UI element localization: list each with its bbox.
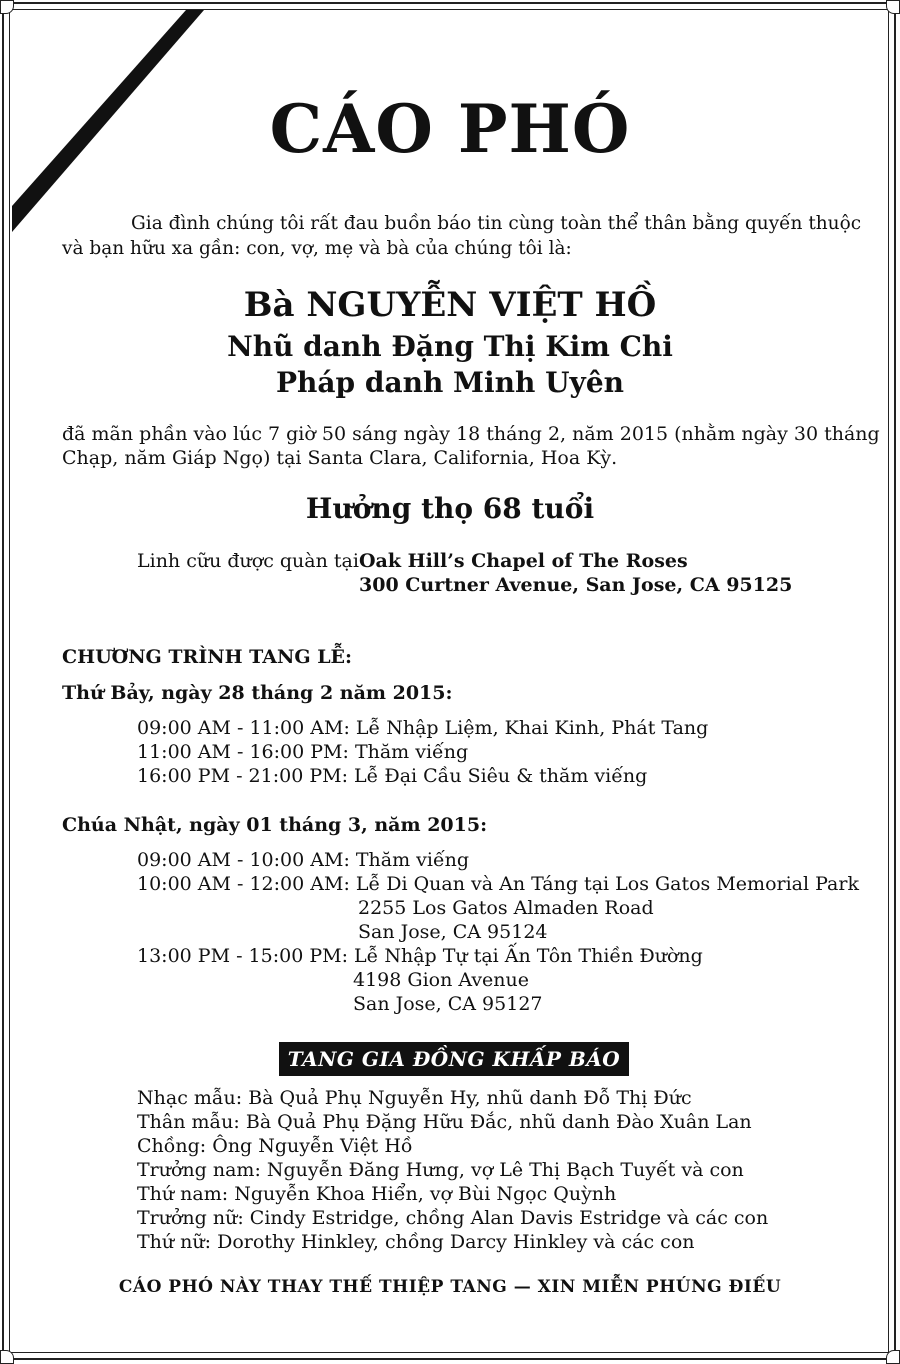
- saturday-item: 16:00 PM - 21:00 PM: Lễ Đại Cầu Siêu & thăm viếng: [137, 765, 648, 787]
- passing-line-2: Chạp, năm Giáp Ngọ) tại Santa Clara, California, Hoa Kỳ.: [62, 447, 618, 469]
- dharma-name: Pháp danh Minh Uyên: [275, 366, 625, 399]
- viewing-prefix: Linh cữu được quàn tại: [137, 550, 359, 572]
- sunday-item: 09:00 AM - 10:00 AM: Thăm viếng: [137, 849, 470, 871]
- family-member: Thân mẫu: Bà Quả Phụ Đặng Hữu Đắc, nhũ danh Đào Xuân Lan: [137, 1111, 752, 1133]
- family-member: Thứ nam: Nguyễn Khoa Hiển, vợ Bùi Ngọc Quỳnh: [137, 1183, 617, 1205]
- deceased-name: Bà NGUYỄN VIỆT HỒ: [243, 285, 657, 325]
- sunday-item-address: San Jose, CA 95124: [358, 921, 548, 943]
- viewing-address: 300 Curtner Avenue, San Jose, CA 95125: [359, 574, 793, 596]
- maiden-name: Nhũ danh Đặng Thị Kim Chi: [227, 330, 673, 363]
- age-line: Hưởng thọ 68 tuổi: [305, 492, 595, 525]
- corner-ornament-bottom-right: [886, 1350, 900, 1364]
- sunday-item-address: 4198 Gion Avenue: [353, 969, 530, 991]
- viewing-place: Oak Hill’s Chapel of The Roses: [359, 550, 688, 572]
- family-member: Thứ nữ: Dorothy Hinkley, chồng Darcy Hinkley và các con: [137, 1231, 695, 1253]
- saturday-item: 09:00 AM - 11:00 AM: Lễ Nhập Liệm, Khai Kinh, Phát Tang: [137, 717, 709, 739]
- intro-line-1: Gia đình chúng tôi rất đau buồn báo tin cùng toàn thể thân bằng quyến thuộc: [131, 213, 862, 234]
- sunday-heading: Chúa Nhật, ngày 01 tháng 3, năm 2015:: [62, 814, 488, 836]
- program-heading: CHƯƠNG TRÌNH TANG LỄ:: [62, 646, 353, 668]
- family-member: Trưởng nữ: Cindy Estridge, chồng Alan Davis Estridge và các con: [137, 1207, 769, 1229]
- footer-note: CÁO PHÓ NÀY THAY THẾ THIỆP TANG — XIN MIỄN PHÚNG ĐIẾU: [118, 1277, 782, 1297]
- sunday-item-address: San Jose, CA 95127: [353, 993, 543, 1015]
- family-member: Trưởng nam: Nguyễn Đăng Hưng, vợ Lê Thị Bạch Tuyết và con: [137, 1159, 744, 1181]
- corner-ornament-top-right: [886, 0, 900, 14]
- sunday-item: 10:00 AM - 12:00 AM: Lễ Di Quan và An Táng tại Los Gatos Memorial Park: [137, 873, 859, 895]
- family-member: Chồng: Ông Nguyễn Việt Hồ: [137, 1135, 413, 1157]
- sunday-item-address: 2255 Los Gatos Almaden Road: [358, 897, 654, 919]
- corner-ornament-bottom-left: [0, 1350, 14, 1364]
- sunday-item: 13:00 PM - 15:00 PM: Lễ Nhập Tự tại Ấn Tôn Thiền Đường: [137, 945, 703, 967]
- intro-line-2: và bạn hữu xa gần: con, vợ, mẹ và bà của chúng tôi là:: [62, 238, 572, 259]
- page-title: CÁO PHÓ: [269, 90, 631, 168]
- saturday-heading: Thứ Bảy, ngày 28 tháng 2 năm 2015:: [62, 682, 453, 704]
- family-member: Nhạc mẫu: Bà Quả Phụ Nguyễn Hy, nhũ danh Đỗ Thị Đức: [137, 1087, 692, 1109]
- passing-line-1: đã mãn phần vào lúc 7 giờ 50 sáng ngày 18 tháng 2, năm 2015 (nhằm ngày 30 tháng: [62, 423, 880, 445]
- family-announcement-banner: TANG GIA ĐỒNG KHẤP BÁO: [279, 1042, 629, 1076]
- saturday-item: 11:00 AM - 16:00 PM: Thăm viếng: [137, 741, 469, 763]
